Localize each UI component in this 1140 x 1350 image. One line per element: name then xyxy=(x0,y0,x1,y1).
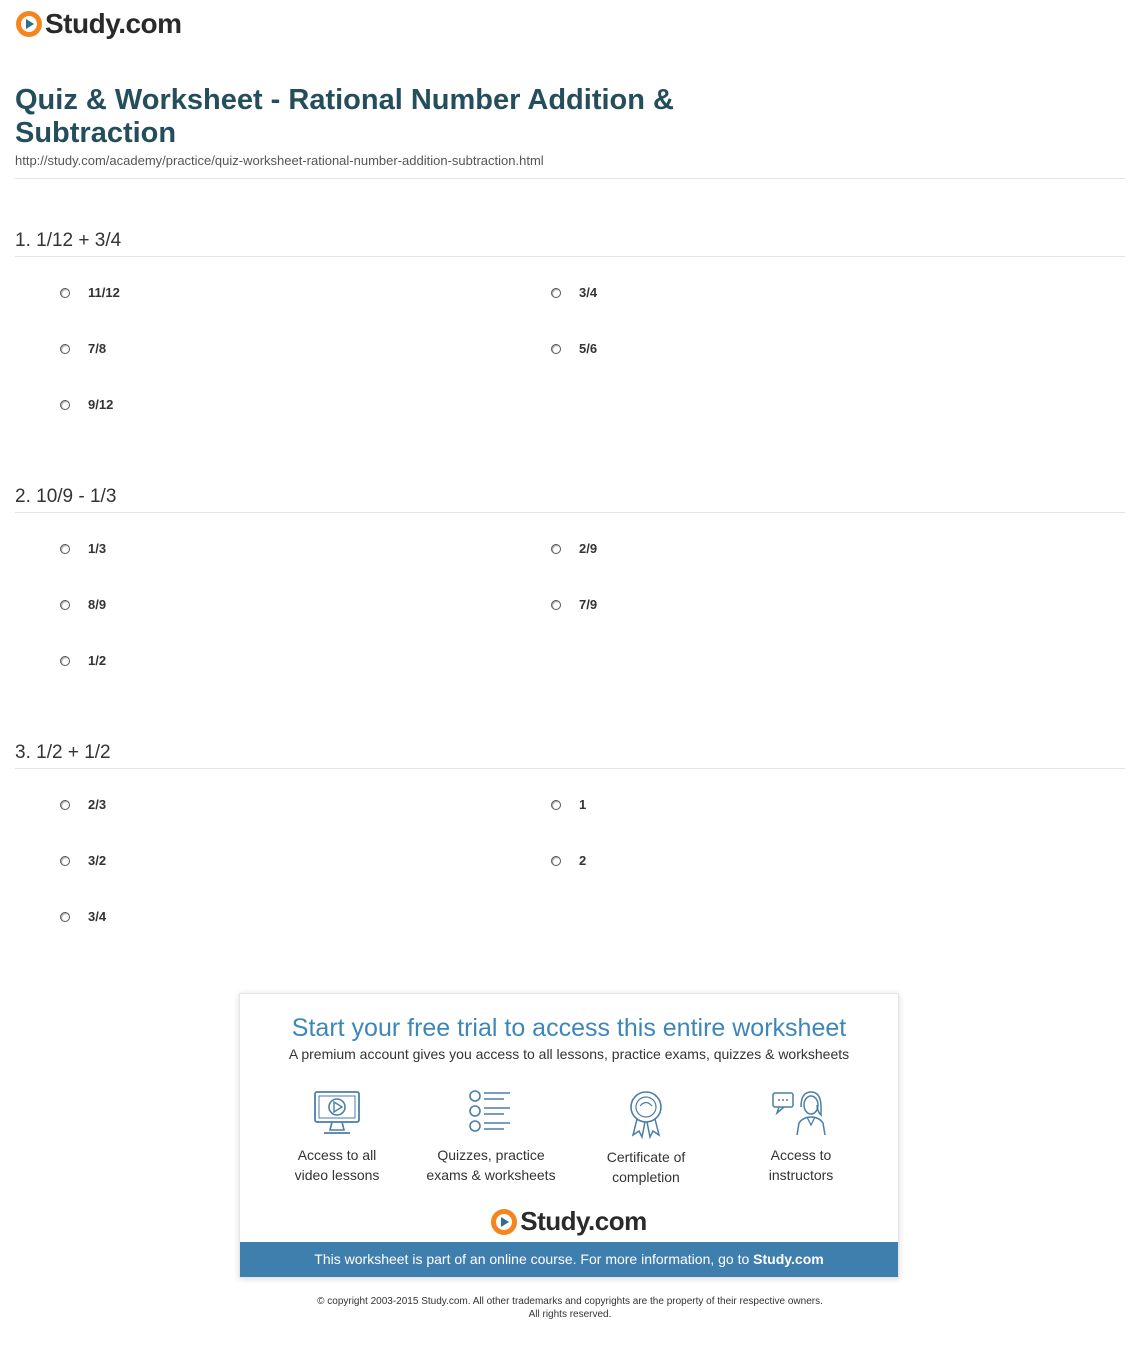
rights-line: All rights reserved. xyxy=(528,1309,612,1320)
promo-subtitle: A premium account gives you access to all lessons, practice exams, quizzes & worksheets xyxy=(288,1046,850,1062)
radio-button[interactable] xyxy=(551,600,561,610)
answer-option[interactable] xyxy=(60,397,113,412)
answer-option[interactable] xyxy=(60,285,120,300)
bar-text: This worksheet is part of an online course. For more information, go to xyxy=(314,1251,754,1267)
radio-button[interactable] xyxy=(60,800,70,810)
answer-option[interactable] xyxy=(60,909,106,924)
radio-button[interactable] xyxy=(551,544,561,554)
feature-label: Certificate of completion xyxy=(606,1149,686,1185)
question-2-text: 2. 10/9 - 1/3 xyxy=(15,486,117,507)
answer-label: 8/9 xyxy=(88,597,107,612)
page-title: Quiz & Worksheet - Rational Number Addition & Subtraction xyxy=(15,84,674,149)
answer-option[interactable] xyxy=(60,597,106,612)
radio-button[interactable] xyxy=(60,400,70,410)
course-info-bar xyxy=(240,1242,898,1277)
radio-button[interactable] xyxy=(60,600,70,610)
answer-label: 3/2 xyxy=(88,853,107,868)
answer-label: 3/4 xyxy=(88,909,107,924)
answer-option[interactable] xyxy=(60,853,106,868)
answer-label: 2 xyxy=(579,853,587,868)
quiz-list-icon xyxy=(466,1089,516,1137)
answer-option[interactable] xyxy=(551,853,586,868)
page-url: http://study.com/academy/practice/quiz-worksheet-rational-number-addition-subtraction.html xyxy=(15,153,544,168)
answer-label: 1/2 xyxy=(88,653,107,668)
feature-quizzes xyxy=(411,1089,571,1185)
radio-button[interactable] xyxy=(551,344,561,354)
study-link[interactable]: Study.com xyxy=(753,1251,824,1267)
answer-label: 1/3 xyxy=(88,541,107,556)
radio-button[interactable] xyxy=(60,656,70,666)
promo-logo[interactable] xyxy=(240,1206,898,1237)
answer-label: 11/12 xyxy=(88,285,120,300)
question-3-text: 3. 1/2 + 1/2 xyxy=(15,742,111,763)
logo-text: Study.com xyxy=(520,1206,647,1236)
radio-button[interactable] xyxy=(60,344,70,354)
divider xyxy=(15,256,1125,257)
question-1-text: 1. 1/12 + 3/4 xyxy=(15,230,122,251)
copyright-footer xyxy=(0,1295,1140,1321)
instructor-icon xyxy=(771,1089,831,1137)
answer-option[interactable] xyxy=(60,541,106,556)
answer-option[interactable] xyxy=(60,341,106,356)
answer-label: 5/6 xyxy=(579,341,598,356)
promo-title[interactable]: Start your free trial to access this entire worksheet xyxy=(291,1014,847,1042)
answer-label: 3/4 xyxy=(579,285,598,300)
copyright-line: © copyright 2003-2015 Study.com. All other trademarks and copyrights are the property of their respective owners. xyxy=(317,1296,823,1307)
free-trial-promo xyxy=(239,993,899,1278)
play-circle-icon xyxy=(491,1209,517,1235)
answer-label: 7/8 xyxy=(88,341,107,356)
divider xyxy=(15,178,1125,179)
answer-label: 2/3 xyxy=(88,797,107,812)
answer-label: 7/9 xyxy=(579,597,598,612)
radio-button[interactable] xyxy=(551,288,561,298)
feature-certificate xyxy=(566,1089,726,1187)
radio-button[interactable] xyxy=(60,544,70,554)
radio-button[interactable] xyxy=(551,800,561,810)
answer-option[interactable] xyxy=(60,797,106,812)
radio-button[interactable] xyxy=(551,856,561,866)
logo-text: Study.com xyxy=(45,8,182,39)
feature-instructors xyxy=(721,1089,881,1185)
video-lesson-icon xyxy=(312,1089,362,1137)
certificate-icon xyxy=(621,1089,671,1139)
divider xyxy=(15,512,1125,513)
answer-option[interactable] xyxy=(551,541,597,556)
answer-option[interactable] xyxy=(60,653,106,668)
play-circle-icon xyxy=(16,11,42,37)
feature-label: Access to instructors xyxy=(768,1147,834,1183)
answer-option[interactable] xyxy=(551,341,597,356)
feature-label: Quizzes, practice exams & worksheets xyxy=(426,1147,556,1183)
answer-label: 1 xyxy=(579,797,587,812)
answer-option[interactable] xyxy=(551,285,597,300)
answer-option[interactable] xyxy=(551,597,597,612)
answer-option[interactable] xyxy=(551,797,586,812)
radio-button[interactable] xyxy=(60,288,70,298)
feature-label: Access to all video lessons xyxy=(294,1147,380,1183)
divider xyxy=(15,768,1125,769)
site-logo[interactable] xyxy=(16,8,182,40)
answer-label: 9/12 xyxy=(88,397,114,412)
radio-button[interactable] xyxy=(60,912,70,922)
answer-label: 2/9 xyxy=(579,541,598,556)
feature-video-lessons xyxy=(257,1089,417,1185)
radio-button[interactable] xyxy=(60,856,70,866)
